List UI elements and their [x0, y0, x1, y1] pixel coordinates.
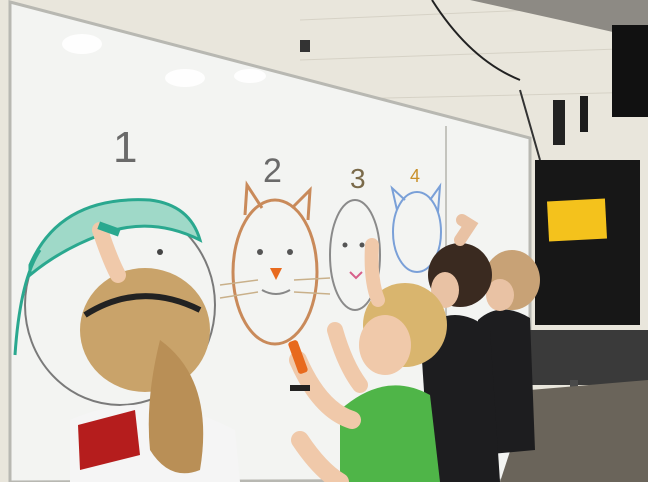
sticky-note	[547, 199, 607, 242]
black-cabinet	[535, 160, 640, 325]
wristband	[290, 385, 310, 391]
hook	[300, 40, 310, 52]
girl-hair	[80, 268, 210, 392]
wall-box	[553, 100, 565, 145]
ceiling-light-reflection	[234, 69, 266, 83]
board-number-1: 1	[113, 123, 138, 172]
speaker	[612, 25, 648, 117]
child-green-shirt	[340, 385, 440, 482]
drawing-1-eye	[157, 249, 163, 255]
ceiling-light-reflection	[165, 69, 205, 87]
table	[530, 330, 648, 385]
board-number-3: 3	[350, 163, 366, 194]
ceiling-light-reflection	[62, 34, 102, 54]
board-number-4: 4	[410, 166, 421, 186]
board-number-2: 2	[263, 152, 282, 190]
